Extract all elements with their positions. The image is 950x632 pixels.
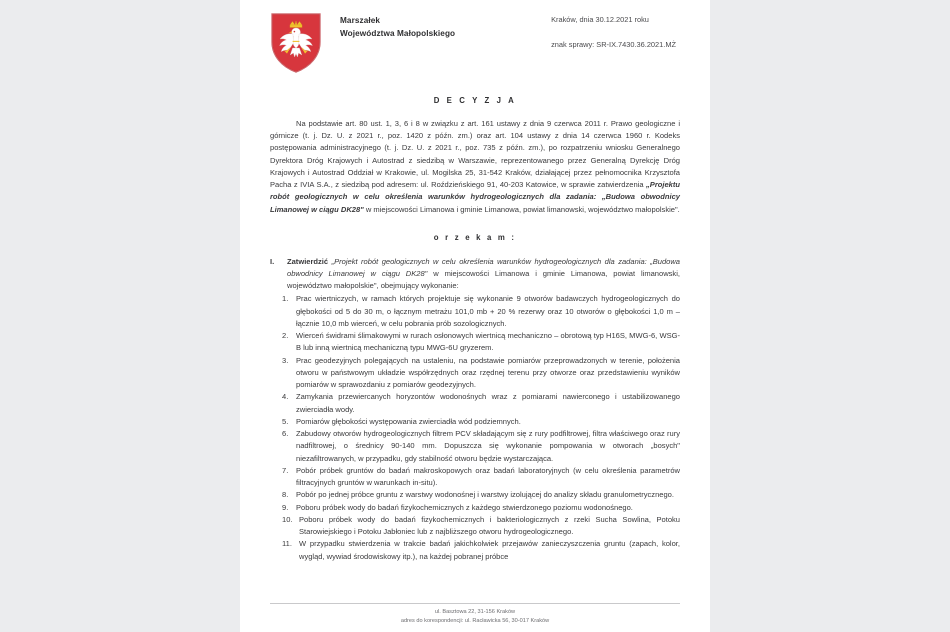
list-item-text: Prac wiertniczych, w ramach których projektuje się wykonanie 9 otworów badawczych hydrogeologicznych do głębokości od 5 do 30 m, o łącznym metrażu 101,0 mb + 20 % rezerwy oraz 10 otworów o głębokości 1,0 m – łącznie 10,0 mb wierceń, w celu pobrania prób sozologicznych. bbox=[296, 294, 680, 328]
legal-basis-emphasis: „Projektu robót geologicznych w celu określenia warunków hydrogeologicznych dla zadania: „Budowa obwodnicy Limanowej w ciągu DK28" bbox=[270, 180, 680, 214]
list-item bbox=[282, 330, 680, 355]
authority-line-2: Województwa Małopolskiego bbox=[340, 28, 456, 38]
list-item bbox=[282, 465, 680, 490]
authority-title bbox=[326, 10, 455, 40]
list-item-number: 11. bbox=[282, 539, 292, 549]
list-item-number: 8. bbox=[282, 490, 289, 500]
document-page bbox=[240, 0, 710, 632]
document-title: D E C Y Z J A bbox=[433, 96, 517, 105]
list-item-text: Zabudowy otworów hydrogeologicznych filtrem PCV składającym się z rury podfiltrowej, filtra właściwego oraz rury nadfiltrowej, o średnicy 90-140 mm. Dopuszcza się wykonanie pompowania w otworach „bosych" niezafiltrowanych, w przypadku, gdy stabilność otworu będzie wystarczająca. bbox=[296, 429, 680, 463]
roman-item-body bbox=[287, 256, 680, 293]
decision-heading: o r z e k a m : bbox=[433, 232, 517, 242]
list-item-number: 3. bbox=[282, 355, 289, 365]
list-item bbox=[282, 489, 680, 501]
document-header bbox=[270, 10, 680, 82]
roman-item-project-title: „Projekt robót geologicznych w celu określenia warunków hydrogeologicznych dla zadania: „Budowa obwodnicy Limanowej w ciągu DK28" bbox=[287, 256, 680, 278]
list-item bbox=[282, 355, 680, 392]
legal-basis-part-2: w miejscowości Limanowa i gminie Limanowa, powiat limanowski, województwo małopolskie". bbox=[363, 204, 680, 214]
list-item-text: Zamykania przewiercanych horyzontów wodonośnych wraz z pomiarami nawierconego i ustabilizowanego zwierciadła wody. bbox=[296, 392, 680, 414]
list-item-number: 7. bbox=[282, 465, 289, 475]
list-item-number: 4. bbox=[282, 392, 289, 402]
roman-item-bold-lead: Zatwierdzić bbox=[287, 256, 329, 266]
malopolska-coat-of-arms-icon bbox=[270, 12, 322, 74]
list-item bbox=[282, 416, 680, 428]
header-meta bbox=[551, 10, 680, 50]
roman-item-tail: w miejscowości Limanowa i gminie Limanowa, powiat limanowski, województwo małopolskie", obejmujący wykonanie: bbox=[287, 268, 680, 291]
list-item bbox=[282, 514, 680, 539]
scope-of-works-list bbox=[270, 293, 680, 563]
legal-basis-paragraph bbox=[270, 118, 680, 216]
list-item-number: 10. bbox=[282, 514, 293, 524]
list-item-text: W przypadku stwierdzenia w trakcie badań jakichkolwiek przejawów zanieczyszczenia gruntu (zapach, kolor, wygląd, wywiad środowiskowy itp.), na każdej pobranej próbce bbox=[299, 539, 680, 561]
list-item-number: 2. bbox=[282, 331, 289, 341]
list-item bbox=[282, 428, 680, 465]
list-item-number: 9. bbox=[282, 502, 289, 512]
list-item bbox=[282, 293, 680, 330]
list-item-text: Poboru próbek wody do badań fizykochemicznych z każdego stwierdzonego poziomu wodonośnego. bbox=[296, 502, 633, 512]
list-item-number: 6. bbox=[282, 429, 289, 439]
list-item-text: Pobór próbek gruntów do badań makroskopowych oraz badań laboratoryjnych (w celu określenia parametrów filtracyjnych gruntów w warunkach in-situ). bbox=[296, 465, 680, 488]
case-number: znak sprawy: SR-IX.7430.36.2021.MŻ bbox=[551, 40, 676, 50]
list-item-text: Wierceń świdrami ślimakowymi w rurach osłonowych wiertnicą mechaniczno – obrotową typ H16S, MWG-6, WSG-B lub inną wiertnicą mechaniczną typu MWG-6U gryzerem. bbox=[296, 331, 680, 353]
legal-basis-part-1: Na podstawie art. 80 ust. 1, 3, 6 i 8 w związku z art. 161 ustawy z dnia 9 czerwca 2011 r. Prawo geologiczne i górnicze (t. j. Dz. U. z 2021 r., poz. 1420 z późn. zm.) oraz art. 104 ustawy z dnia 14 czerwca 1960 r. Kodeks postępowania administracyjnego (t. j. Dz. U. z 2021 r., poz. 735 z późn. zm.), po rozpatrzeniu wniosku Generalnego Dyrektora Dróg Krajowych i Autostrad z siedzibą w Warszawie, reprezentowanego przez Generalną Dyrekcję Dróg Krajowych i Autostrad Oddział w Krakowie, ul. Mogilska 25, 31-542 Kraków, działającej przez pełnomocnika Krzysztofa Pacha z IVIA S.A., z siedzibą pod adresem: ul. Roździeńskiego 91, 40-203 Katowice, w sprawie zatwierdzenia bbox=[270, 119, 680, 190]
emblem-container bbox=[270, 10, 326, 74]
place-and-date: Kraków, dnia 30.12.2021 roku bbox=[551, 15, 649, 24]
footer-correspondence-line: adres do korespondencji: ul. Racławicka 56, 30-017 Kraków bbox=[400, 617, 550, 624]
list-item-text: Prac geodezyjnych polegających na ustaleniu, na podstawie pomiarów przeprowadzonych w terenie, położenia otworu w państwowym układzie współrzędnych oraz rzędnej terenu przy otworze oraz przedstawieniu wyników pomiarów w sprawozdaniu z pomiarów geodezyjnych. bbox=[296, 355, 680, 390]
list-item bbox=[282, 538, 680, 563]
roman-list-item bbox=[270, 256, 680, 293]
list-item bbox=[282, 391, 680, 416]
list-item-number: 1. bbox=[282, 294, 289, 304]
list-item-text: Poboru próbek wody do badań fizykochemicznych i bakteriologicznych z rzeki Sucha Sowlina, Potoku Starowiejskiego i Potoku Jabłoniec lub z najbliższego otworu hydrogeologicznego. bbox=[299, 514, 680, 537]
document-footer bbox=[270, 603, 680, 626]
list-item-text: Pobór po jednej próbce gruntu z warstwy wodonośnej i warstwy izolującej do analizy składu granulometrycznego. bbox=[296, 490, 674, 500]
authority-line-1: Marszałek bbox=[340, 16, 381, 25]
list-item-text: Pomiarów głębokości występowania zwierciadła wód podziemnych. bbox=[296, 416, 521, 426]
roman-marker: I. bbox=[270, 256, 275, 266]
list-item-number: 5. bbox=[282, 416, 289, 426]
footer-address-line: ul. Basztowa 22, 31-156 Kraków bbox=[434, 608, 516, 615]
list-item bbox=[282, 502, 680, 514]
